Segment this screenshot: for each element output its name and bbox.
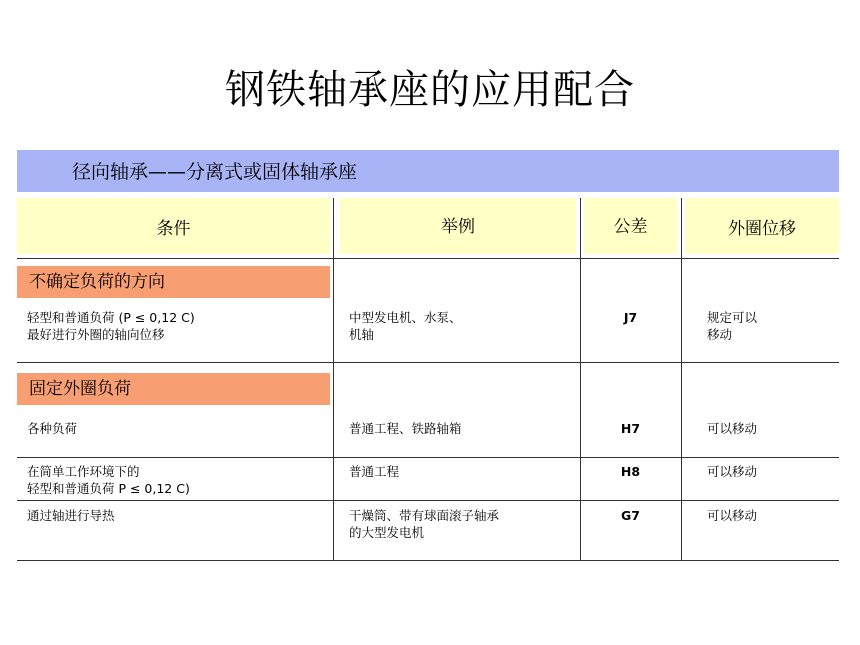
section-band-title: 径向轴承——分离式或固体轴承座 bbox=[72, 161, 358, 183]
table-row-example: 普通工程 bbox=[349, 464, 400, 479]
group-label-uncertain-load: 不确定负荷的方向 bbox=[17, 266, 330, 298]
table-row-tolerance: G7 bbox=[621, 508, 640, 523]
example-line: 机轴 bbox=[349, 327, 375, 342]
example-line: 干燥筒、带有球面滚子轴承 bbox=[349, 508, 500, 523]
table-row-example bbox=[349, 507, 499, 541]
page-title: 钢铁轴承座的应用配合 bbox=[225, 67, 635, 113]
group-label-fixed-outer-load: 固定外圈负荷 bbox=[17, 373, 330, 405]
table-row-example: 普通工程、铁路轴箱 bbox=[349, 421, 462, 436]
condition-line: 轻型和普通负荷 (P ≤ 0,12 C) bbox=[27, 310, 195, 325]
condition-line: 最好进行外圈的轴向位移 bbox=[27, 327, 165, 342]
table-row-shift: 可以移动 bbox=[707, 421, 758, 436]
column-divider bbox=[580, 198, 581, 560]
table-row-condition bbox=[27, 309, 195, 343]
column-divider bbox=[681, 198, 682, 560]
condition-line: 在简单工作环境下的 bbox=[27, 464, 140, 479]
condition-line: 轻型和普通负荷 P ≤ 0,12 C) bbox=[27, 481, 190, 496]
table-row-condition: 各种负荷 bbox=[27, 421, 78, 436]
row-divider bbox=[17, 500, 839, 501]
row-divider bbox=[17, 362, 839, 363]
header-shift: 外圈位移 bbox=[685, 198, 839, 254]
example-line: 中型发电机、水泵、 bbox=[349, 310, 462, 325]
row-divider bbox=[17, 560, 839, 561]
shift-line: 规定可以 bbox=[707, 310, 758, 325]
header-tolerance: 公差 bbox=[584, 198, 677, 254]
table-row-condition: 通过轴进行导热 bbox=[27, 508, 115, 523]
table-row-shift: 可以移动 bbox=[707, 508, 758, 523]
column-divider bbox=[333, 198, 334, 560]
table-row-shift bbox=[707, 309, 757, 343]
table-row-condition bbox=[27, 463, 190, 497]
row-divider bbox=[17, 258, 839, 259]
table-row-shift: 可以移动 bbox=[707, 464, 758, 479]
row-divider bbox=[17, 457, 839, 458]
table-row-example bbox=[349, 309, 462, 343]
table-row-tolerance: H7 bbox=[620, 421, 641, 436]
table-row-tolerance: J7 bbox=[623, 310, 638, 325]
header-condition: 条件 bbox=[17, 198, 330, 254]
table-row-tolerance: H8 bbox=[620, 464, 641, 479]
header-example: 举例 bbox=[340, 198, 576, 254]
shift-line: 移动 bbox=[707, 327, 733, 342]
example-line: 的大型发电机 bbox=[349, 525, 425, 540]
